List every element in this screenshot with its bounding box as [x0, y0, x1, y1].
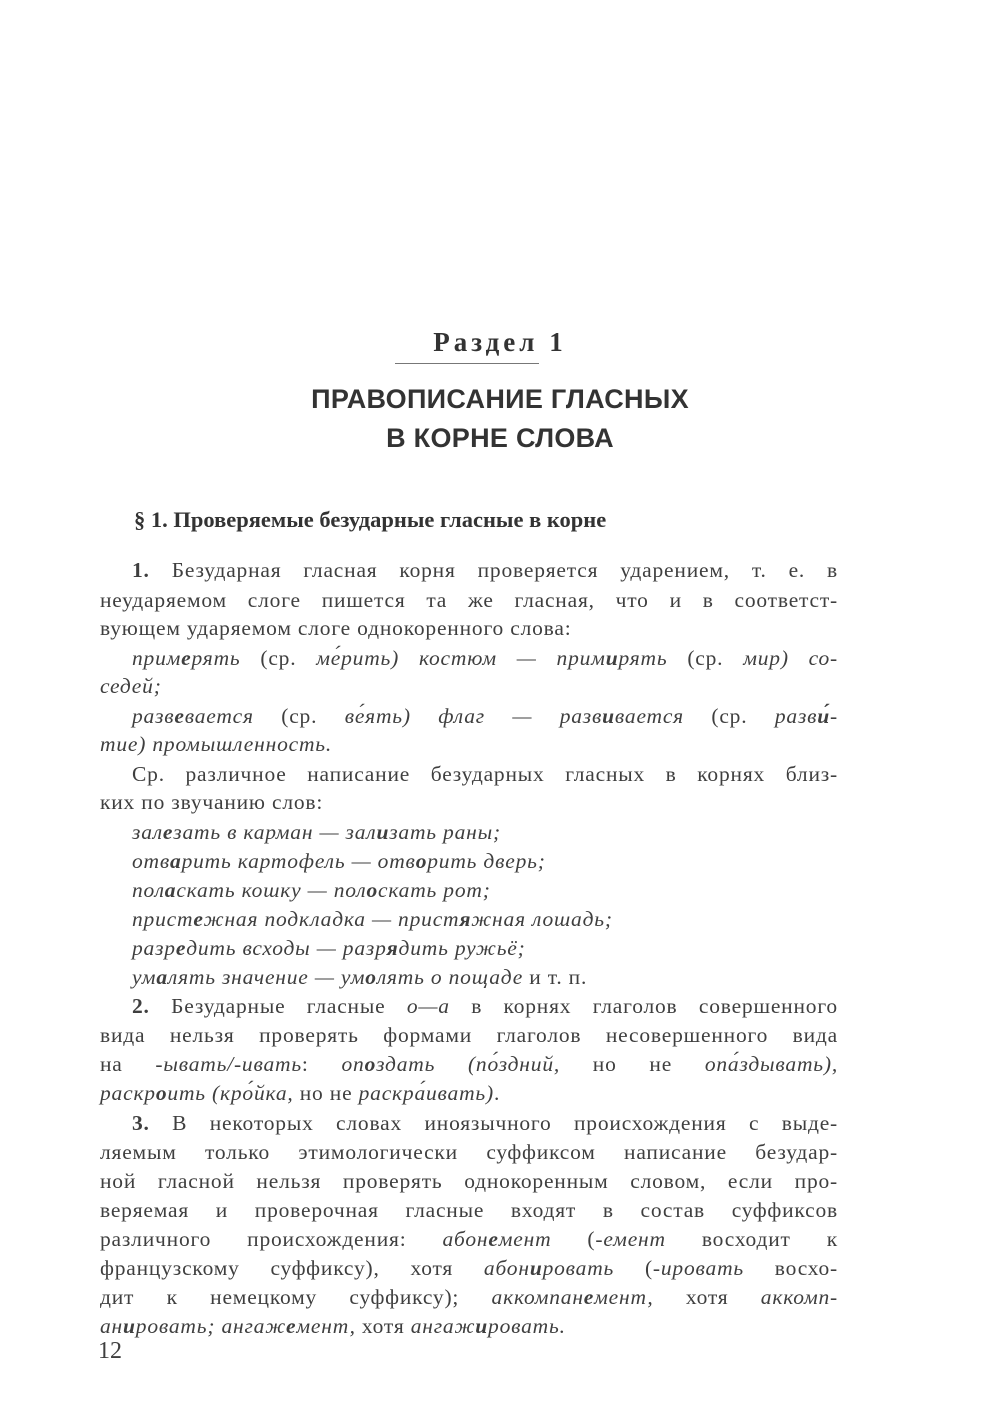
text: но не: [560, 1052, 705, 1076]
rule-number: 1.: [132, 558, 150, 582]
text: различного происхождения:: [100, 1227, 443, 1251]
text: (: [551, 1227, 596, 1251]
text: вается: [184, 704, 254, 728]
text: зал: [132, 820, 163, 844]
highlighted-vowel: и: [602, 704, 615, 728]
text: (: [614, 1256, 653, 1280]
text: пол: [132, 878, 165, 902]
rule3-line: [100, 1311, 838, 1341]
text: лять о пощаде: [376, 965, 524, 989]
section-label: Раздел 1: [433, 327, 567, 357]
text: -емент: [595, 1227, 666, 1251]
highlighted-vowel: е: [181, 646, 192, 670]
paragraph-heading: § 1. Проверяемые безударные гласные в корне: [134, 507, 607, 532]
highlighted-vowel: и: [376, 820, 390, 844]
text: но не: [293, 1081, 359, 1105]
text: ровать.: [488, 1314, 566, 1338]
highlighted-vowel: е: [174, 704, 185, 728]
rule3-line: [100, 1282, 838, 1312]
text: .: [493, 1081, 501, 1105]
text: скать рот;: [378, 878, 491, 902]
text: Безударная гласная корня проверяется ударением, т. е. в: [171, 558, 838, 582]
text: ить (кро́йка,: [167, 1081, 294, 1105]
rule1-line: [132, 555, 838, 585]
highlighted-vowel: о: [365, 965, 377, 989]
text: мент,: [594, 1285, 654, 1309]
rule3-line: веряемая и проверочная гласные входят в состав суффиксов: [100, 1198, 838, 1222]
rule1-line: неударяемом слоге пишется та же гласная, что и в соответст-: [100, 588, 838, 612]
text: ме́рить) костюм — прим: [316, 646, 606, 670]
compare-line: Ср. различное написание безударных гласных в корнях близ-: [132, 762, 838, 786]
chapter-title-line-1: ПРАВОПИСАНИЕ ГЛАСНЫХ: [311, 384, 689, 414]
pair-line: [132, 846, 838, 876]
text: хотя: [355, 1314, 411, 1338]
text: здать (по́здний,: [376, 1052, 561, 1076]
highlighted-vowel: е: [488, 1227, 499, 1251]
rule2-line: [132, 991, 838, 1021]
text: отв: [132, 849, 171, 873]
text: прим: [132, 646, 182, 670]
rule-number: 3.: [132, 1111, 150, 1135]
highlighted-vowel: о: [155, 1081, 168, 1105]
highlighted-vowel: е: [286, 1314, 297, 1338]
text: абон: [483, 1256, 530, 1280]
text: ан: [100, 1314, 124, 1338]
rule3-line: [100, 1224, 838, 1254]
text: дить ружьё;: [398, 936, 526, 960]
highlighted-vowel: е: [175, 936, 187, 960]
text: разв: [132, 704, 175, 728]
text: в корнях глаголов совершенного: [449, 994, 838, 1018]
highlighted-vowel: и: [529, 1256, 543, 1280]
text: В некоторых словах иноязычного происхождения с выде-: [172, 1111, 838, 1135]
text: :: [301, 1052, 342, 1076]
highlighted-vowel: а: [156, 965, 168, 989]
text: восходит к: [665, 1227, 838, 1251]
text: вается: [614, 704, 684, 728]
text: опа́здывать),: [704, 1052, 839, 1076]
rule1-line: вующем ударяемом слоге однокоренного слова:: [100, 616, 572, 640]
pair-line: [132, 817, 838, 847]
example-line: седей;: [100, 674, 162, 698]
highlighted-vowel: е: [583, 1285, 595, 1309]
text: (ср.: [253, 704, 345, 728]
text: ровать; ангаж: [135, 1314, 287, 1338]
text: ве́ять) флаг — разв: [344, 704, 603, 728]
rule2-line: [100, 1049, 838, 1079]
text: и т. п.: [523, 965, 588, 989]
text: разв: [774, 704, 818, 728]
text: раскра́ивать): [358, 1081, 494, 1105]
highlighted-vowel: о: [364, 1052, 377, 1076]
text: -: [830, 704, 838, 728]
rule3-line: ляемым только этимологически суффиксом написание безудар-: [100, 1140, 838, 1164]
highlighted-vowel: а: [164, 878, 177, 902]
text: дит к немецкому суффиксу);: [100, 1285, 492, 1309]
pair-line: [132, 933, 838, 963]
rule-number: 2.: [132, 994, 150, 1018]
text: (ср.: [683, 704, 775, 728]
text: аккомп-: [760, 1285, 838, 1309]
text: оп: [341, 1052, 365, 1076]
text: жная подкладка — прист: [203, 907, 460, 931]
rule2-line: [100, 1078, 838, 1108]
text: (ср.: [240, 646, 317, 670]
text: восхо-: [743, 1256, 838, 1280]
compare-line: ких по звучанию слов:: [100, 790, 324, 814]
text: аккомпан: [491, 1285, 584, 1309]
text: -ывать/-ивать: [155, 1052, 302, 1076]
example-line: тие) промышленность.: [100, 732, 333, 756]
text: на: [100, 1052, 156, 1076]
text: рить картофель — отв: [181, 849, 416, 873]
highlighted-vowel: о: [366, 878, 378, 902]
highlighted-vowel: я: [386, 936, 399, 960]
example-line: [132, 643, 838, 673]
highlighted-vowel: е: [193, 907, 204, 931]
text: мент,: [296, 1314, 356, 1338]
text: хотя: [653, 1285, 761, 1309]
text: -ировать: [652, 1256, 744, 1280]
text: Безударные гласные: [171, 994, 407, 1018]
highlighted-vowel: и: [605, 646, 619, 670]
rule3-line: ной гласной нельзя проверять однокоренным словом, если про-: [100, 1169, 838, 1193]
text: абон: [442, 1227, 489, 1251]
text: мент: [498, 1227, 552, 1251]
rule3-line: [132, 1108, 838, 1138]
text: ум: [132, 965, 157, 989]
text: ровать: [542, 1256, 615, 1280]
text: разр: [132, 936, 176, 960]
text: дить всходы — разр: [186, 936, 387, 960]
text: французскому суффиксу), хотя: [100, 1256, 484, 1280]
text: ангаж: [410, 1314, 476, 1338]
highlighted-vowel: е: [162, 820, 174, 844]
text: рять: [618, 646, 668, 670]
highlighted-vowel: о: [415, 849, 428, 873]
pair-line: [132, 875, 838, 905]
section-divider: [395, 363, 539, 364]
text: зать в карман — зал: [173, 820, 377, 844]
chapter-title-line-2: В КОРНЕ СЛОВА: [386, 423, 614, 453]
text: о—а: [406, 994, 450, 1018]
pair-line: [132, 904, 838, 934]
rule3-line: [100, 1253, 838, 1283]
text: прист: [132, 907, 194, 931]
text: скать кошку — пол: [176, 878, 367, 902]
page-number: 12: [98, 1338, 122, 1364]
highlighted-vowel: и: [475, 1314, 489, 1338]
text: ) со-: [780, 646, 838, 670]
text: жная лошадь;: [471, 907, 613, 931]
pair-line: [132, 962, 838, 992]
text: (ср.: [667, 646, 744, 670]
example-line: [132, 701, 838, 731]
text: рить дверь;: [427, 849, 546, 873]
text: раскр: [100, 1081, 156, 1105]
rule2-line: вида нельзя проверять формами глаголов несовершенного вида: [100, 1023, 838, 1047]
highlighted-vowel: и: [123, 1314, 136, 1338]
text: рять: [191, 646, 241, 670]
text: лять значение — ум: [167, 965, 366, 989]
text: мир: [743, 646, 781, 670]
highlighted-vowel: и́: [817, 704, 831, 728]
highlighted-vowel: я: [459, 907, 472, 931]
highlighted-vowel: а: [170, 849, 182, 873]
text: зать раны;: [389, 820, 501, 844]
